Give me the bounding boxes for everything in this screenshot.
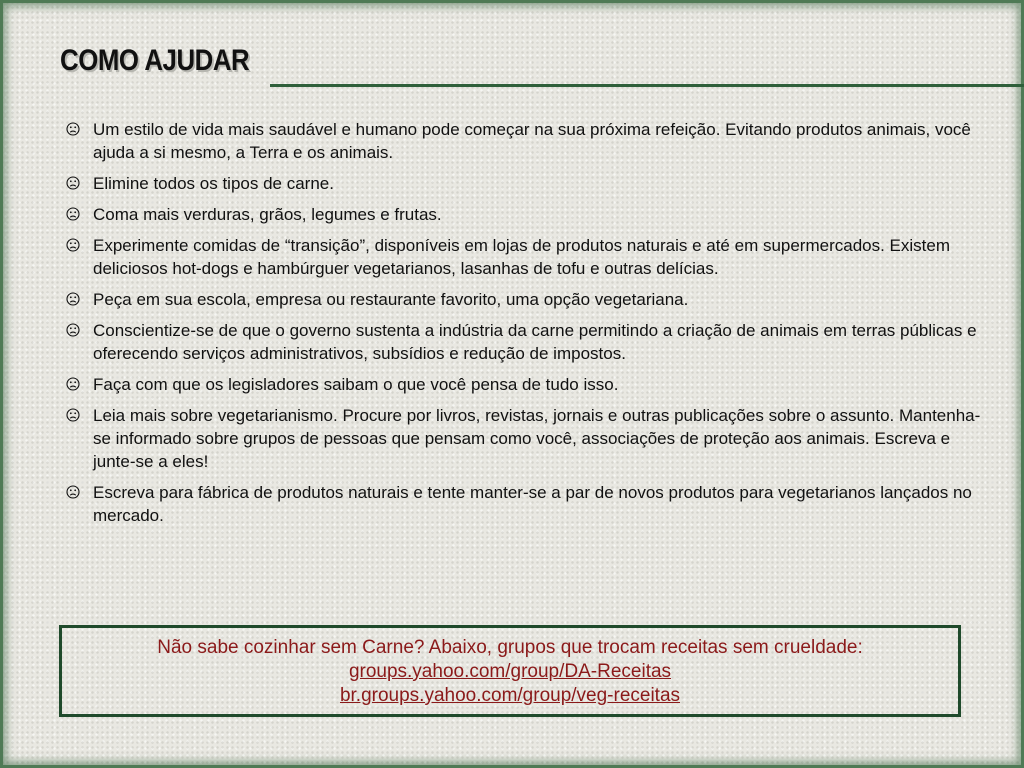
bullet-text: Um estilo de vida mais saudável e humano pode começar na sua próxima refeição. Evitando produtos animais, você ajuda a si mesmo, a Terra e os animais. [93,120,971,162]
sad-face-icon [66,238,80,252]
bullet-text: Experimente comidas de “transição”, disponíveis em lojas de produtos naturais e até em supermercados. Existem deliciosos hot-dogs e hambúrguer vegetarianos, lasanhas de tofu e outras delícias. [93,236,951,278]
recipes-callout-box [59,625,961,717]
list-item [62,481,982,527]
list-item [62,203,982,226]
sad-face-icon [66,207,80,221]
list-item [62,118,982,164]
list-item [62,288,982,311]
sad-face-icon [66,122,80,136]
bullet-text: Faça com que os legisladores saibam o que você pensa de tudo isso. [93,375,619,394]
bullet-text: Leia mais sobre vegetarianismo. Procure por livros, revistas, jornais e outras publicações sobre o assunto. Mantenha-se informado sobre grupos de pessoas que pensam como você, associações de proteção aos animais. Escreva e junte-se a eles! [93,406,981,471]
sad-face-icon [66,323,80,337]
list-item [62,404,982,473]
sad-face-icon [66,485,80,499]
bullet-text: Peça em sua escola, empresa ou restaurante favorito, uma opção vegetariana. [93,290,689,309]
page-title: COMO AJUDAR [60,44,250,77]
sad-face-icon [66,292,80,306]
yahoo-group-link-da-receitas[interactable]: groups.yahoo.com/group/DA-Receitas [348,661,672,682]
list-item [62,373,982,396]
bullet-text: Conscientize-se de que o governo sustenta a indústria da carne permitindo a criação de animais em terras públicas e oferecendo serviços administrativos, subsídios e redução de impostos. [93,321,977,363]
bullet-text: Escreva para fábrica de produtos naturais e tente manter-se a par de novos produtos para vegetarianos lançados no mercado. [93,483,972,525]
list-item [62,172,982,195]
bullet-text: Coma mais verduras, grãos, legumes e frutas. [93,205,442,224]
title-underline [270,84,1024,87]
yahoo-group-link-veg-receitas[interactable]: br.groups.yahoo.com/group/veg-receitas [339,685,681,706]
bullet-list [62,118,982,535]
bullet-text: Elimine todos os tipos de carne. [93,174,334,193]
list-item [62,319,982,365]
callout-text: Não sabe cozinhar sem Carne? Abaixo, grupos que trocam receitas sem crueldade: [157,637,863,658]
list-item [62,234,982,280]
sad-face-icon [66,377,80,391]
sad-face-icon [66,408,80,422]
sad-face-icon [66,176,80,190]
